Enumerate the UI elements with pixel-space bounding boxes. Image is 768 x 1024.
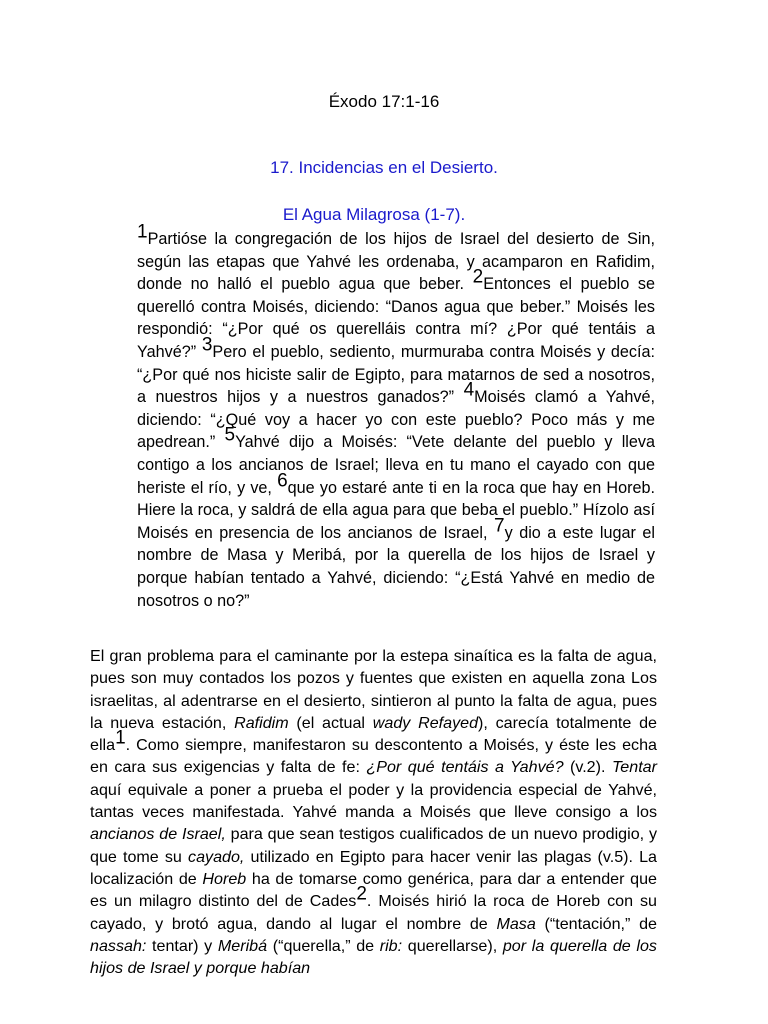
verse-number: 1: [137, 221, 148, 243]
commentary-text: (v.2).: [563, 758, 612, 777]
emphasis-meriba: Meribá: [217, 936, 268, 955]
emphasis-rafidim: Rafidim: [234, 713, 289, 732]
emphasis-tentar: Tentar: [611, 758, 657, 777]
emphasis-wady-refayed: wady Refayed: [372, 713, 479, 732]
emphasis-rib: rib:: [379, 936, 403, 955]
commentary-text: ha de tomarse como genérica, para dar a entender que es un milagro distinto del de Cades: [90, 869, 657, 911]
emphasis-cayado: cayado,: [188, 847, 245, 866]
commentary-text: . Moisés hirió la roca de Horeb con su cayado, y brotó agua, dando al lugar el nombre de: [90, 892, 657, 933]
verse-number: 2: [472, 266, 484, 288]
emphasis-quote-end: por la querella de los hijos de Israel y porque habían: [90, 936, 657, 978]
sub-heading: El Agua Milagrosa (1-7).: [282, 205, 466, 224]
verse-text: Entonces el pueblo se querelló contra Moisés, diciendo: “Danos agua que beber.” Moisés les respondió: “¿Por qué os querelláis contra mí? ¿Por qué tentáis a Yahvé?”: [137, 275, 656, 361]
emphasis-ancianos: ancianos de Israel,: [90, 825, 226, 844]
emphasis-quote-v2: ¿Por qué tentáis a Yahvé?: [366, 758, 564, 777]
verse-number: 7: [494, 515, 505, 537]
verse-number: 5: [224, 424, 236, 446]
commentary-text: (“querella,” de: [267, 936, 380, 955]
commentary-text: . Como siempre, manifestaron su descontento a Moisés, y éste les echa en cara sus exigencias y falta de fe:: [90, 736, 657, 777]
verse-text: Yahvé dijo a Moisés: “Vete delante del pueblo y lleva contigo a los ancianos de Israel; lleva en tu mano el cayado con que heriste el río, y ve,: [137, 433, 655, 497]
verse-number: 6: [277, 470, 288, 492]
emphasis-horeb: Horeb: [202, 869, 247, 888]
verse-number: 3: [201, 334, 213, 356]
footnote-marker[interactable]: 2: [356, 883, 367, 905]
commentary-text: aquí equivale a poner a prueba el poder y la providencia especial de Yahvé, tantas veces manifestada. Yahvé manda a Moisés que lleve consigo a los: [90, 780, 657, 822]
commentary-text: para que sean testigos cualificados de un nuevo prodigio, y que tome su: [90, 825, 658, 866]
verse-text: que yo estaré ante ti en la roca que hay en Horeb. Hiere la roca, y saldrá de ella agua para que beba el pueblo.” Hízolo así Moisés en presencia de los ancianos de Israel,: [137, 478, 655, 542]
scripture-passage: [137, 221, 656, 612]
commentary-paragraph: [90, 645, 657, 979]
verse-text: Pero el pueblo, sediento, murmuraba contra Moisés y decía: “¿Por qué nos hiciste salir de Egipto, para matarnos de sed a nosotros, a nuestros hijos y a nuestros ganados?”: [137, 342, 656, 407]
verse-number: 4: [463, 379, 475, 401]
verse-text: y dio a este lugar el nombre de Masa y Meribá, por la querella de los hijos de Israel y porque habían tentado a Yahvé, diciendo: “¿Está Yahvé en medio de nosotros o no?”: [137, 523, 655, 610]
commentary-text: utilizado en Egipto para hacer venir las plagas (v.5). La localización de: [90, 847, 658, 888]
commentary-text: (“tentación,” de: [535, 914, 657, 933]
section-heading: 17. Incidencias en el Desierto.: [270, 158, 498, 177]
footnote-marker[interactable]: 1: [115, 727, 126, 749]
commentary-text: tentar) y: [146, 936, 218, 955]
verse-text: Partióse la congregación de los hijos de Israel del desierto de Sin, según las etapas que Yahvé les ordenaba, y acamparon en Rafidim, donde no halló el pueblo agua que beber.: [137, 230, 655, 294]
emphasis-nassah: nassah:: [90, 936, 147, 955]
commentary-text: ), carecía totalmente de ella: [90, 713, 657, 755]
commentary-text: querellarse),: [402, 936, 503, 955]
commentary-text: El gran problema para el caminante por la estepa sinaítica es la falta de agua, pues son muy contados los pozos y fuentes que existen en aquella zona Los israelitas, al adentrarse en el desierto, sintieron al punto la falta de agua, pues la nueva estación,: [90, 647, 657, 732]
verse-text: Moisés clamó a Yahvé, diciendo: “¿Qué voy a hacer yo con este pueblo? Poco más y me apedrean.”: [137, 388, 655, 452]
document-title: Éxodo 17:1-16: [328, 92, 440, 111]
emphasis-masa: Masa: [496, 914, 536, 933]
commentary-text: (el actual: [288, 713, 373, 732]
